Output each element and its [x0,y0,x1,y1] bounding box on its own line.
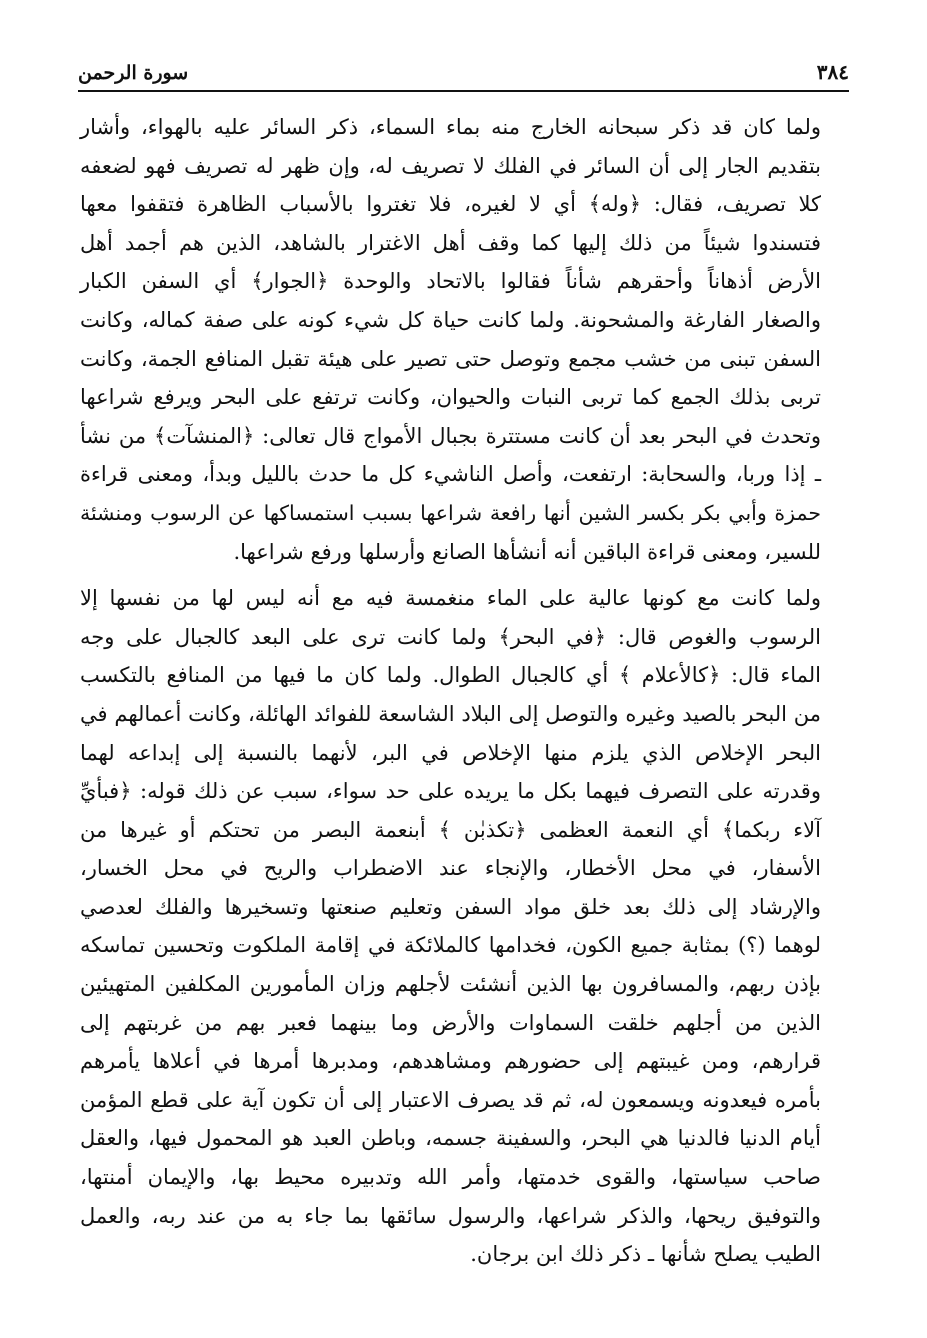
text-line: من البحر بالصيد وغيره والتوصل إلى البلاد الشاسعة للفوائد الهائلة، وكانت أعمالهم في [80,701,821,726]
text-line: بأمره فيعدونه ويسمعون له، ثم قد يصرف الاعتبار إلى أن تكون آية على قطع المؤمن [80,1087,821,1112]
text-line: الرسوب والغوص قال: ﴿في البحر﴾ ولما كانت ترى على البعد كالجبال على وجه [80,624,821,649]
text-line: والصغار الفارغة والمشحونة. ولما كانت حياة كل شيء كونه على صفة كماله، وكانت [80,307,821,332]
surah-title: سورة الرحمن [78,62,189,84]
text-line: بتقديم الجار إلى أن السائر في الفلك لا تصريف له، وإن ظهر له تصريف فهو لضعفه [80,153,821,178]
text-line: الأرض أذهاناً وأحقرهم شأناً فقالوا بالاتحاد والوحدة ﴿الجوار﴾ أي السفن الكبار [80,269,821,294]
text-line: بإذن ربهم، والمسافرون بها الذين أنشئت لأجلهم وزان المأمورين المكلفين المتهيئين [80,972,821,997]
text-line: آلاء ربكما﴾ أي النعمة العظمى ﴿تكذبٰن ﴾ أبنعمة البصر من تحتكم أو غيرها من [80,817,821,842]
text-line: صاحب سياستها، والقوى خدمتها، وأمر الله وتدبيره محيط بها، والإيمان أمنتها، [80,1165,821,1190]
text-line: حمزة وأبي بكر بكسر الشين أنها رافعة شراعها بسبب استمساكها عن الرسوب ومنشئة [80,500,821,525]
text-line: وقدرته على التصرف فيهما بكل ما يريده على حد سواء، سبب عن ذلك قوله: ﴿فبأيِّ [80,779,821,804]
text-line: ـ إذا وربا، والسحابة: ارتفعت، وأصل الناشيء كل ما حدث بالليل وبدأ، ومعنى قراءة [80,462,821,487]
text-line: السفن تبنى من خشب مجمع وتوصل حتى تصير على هيئة تقبل المنافع الجمة، وكانت [80,346,821,371]
text-line: تربى بذلك الجمع كما تربى النبات والحيوان، وكانت ترتفع على البحر ويرفع شراعها [80,385,821,410]
paragraph-2 [80,579,847,1274]
text-line: وتحدث في البحر بعد أن كانت مستترة بجبال الأمواج قال تعالى: ﴿المنشآت﴾ من نشأ [80,423,821,448]
text-line: البحر الإخلاص الذي يلزم منها الإخلاص في البر، لأنهما بالنسبة إلى إبداعه لهما [80,740,821,765]
text-line: أيام الدنيا فالدنيا هي البحر، والسفينة جسمه، وباطن العبد هو المحمول فيها، والعقل [80,1126,821,1151]
page-number: ٣٨٤ [816,60,849,84]
text-line: الذين من أجلهم خلقت السماوات والأرض وما بينهما فعبر بهم من غربتهم إلى [80,1010,821,1035]
text-line: للسير، ومعنى قراءة الباقين أنه أنشأها الصانع وأرسلها ورفع شراعها. [233,539,821,564]
text-line: قرارهم، ومن غيبتهم إلى حضورهم ومشاهدهم، ومدبرها أمرها في أعلاها يأمرهم [80,1049,821,1074]
text-line: ولما كانت مع كونها عالية على الماء منغمسة فيه مع أنه ليس لها من نفسها إلا [80,586,821,611]
text-line: كلا تصريف، فقال: ﴿وله﴾ أي لا لغيره، فلا تغتروا بالأسباب الظاهرة فتقفوا معها [80,192,821,217]
text-line: فتسندوا شيئاً من ذلك إليها كما وقف أهل الاغترار بالشاهد، الذين هم أجمد أهل [80,230,821,255]
text-line: والتوفيق ريحها، والذكر شراعها، والرسول سائقها بما جاء به من عند ربه، والعمل [80,1203,821,1228]
text-line: والإرشاد إلى ذلك بعد خلق مواد السفن وتعليم صنعتها وتسخيرها والفلك لعدصي [80,894,821,919]
page-header [78,58,849,92]
text-line: الماء قال: ﴿كالأعلام ﴾ أي كالجبال الطوال. ولما كان ما فيها من المنافع بالتكسب [80,663,821,688]
text-line: ولما كان قد ذكر سبحانه الخارج منه بماء السماء، ذكر السائر عليه بالهواء، وأشار [80,115,821,139]
text-line: الأسفار، في محل الأخطار، والإنجاء عند الاضطراب والريح في محل الخسار، [80,856,821,881]
paragraph-1 [80,108,847,571]
body-text [80,108,847,1274]
text-line: الطيب يصلح شأنها ـ ذكر ذلك ابن برجان. [470,1242,821,1267]
text-line: لوهما (؟) بمثابة جميع الكون، فخدامها كالملائكة في إقامة الملكوت وتحسين تماسكه [80,933,821,958]
